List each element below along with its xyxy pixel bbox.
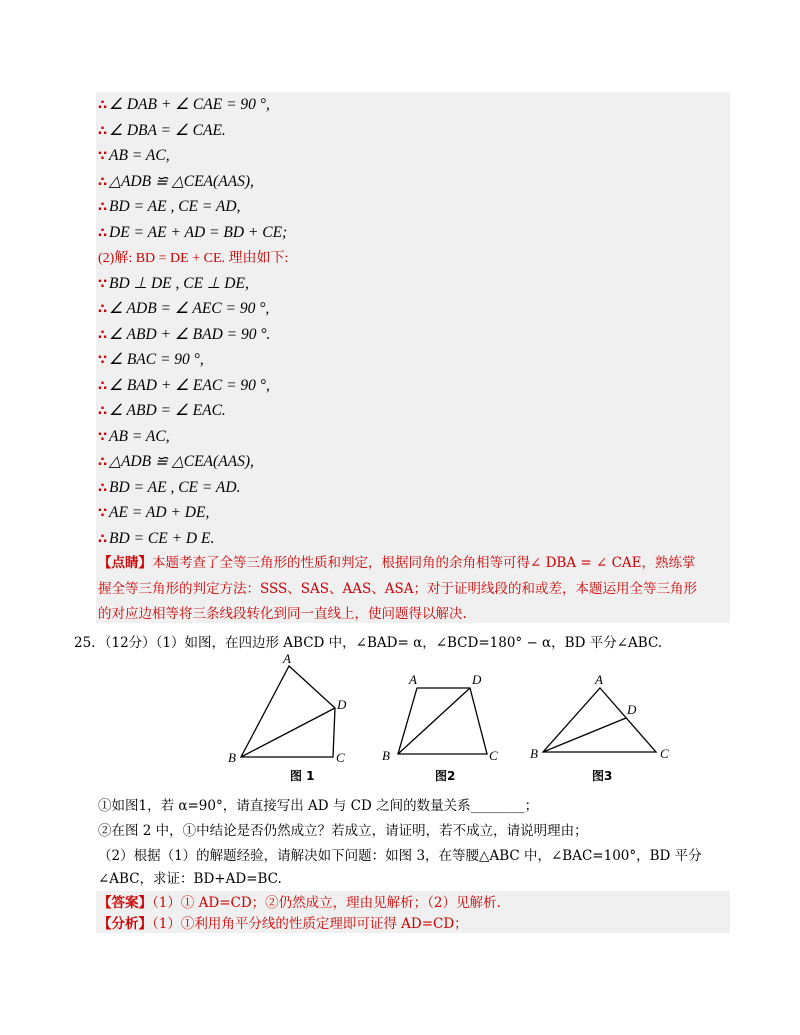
proof-line	[98, 146, 170, 167]
answer-text: （1）① AD=CD；②仍然成立，理由见解析；（2）见解析.	[152, 895, 501, 911]
question-number: 25.	[74, 635, 96, 651]
proof-line	[98, 248, 288, 269]
analysis-text: （1）①利用角平分线的性质定理即可证得 AD=CD；	[152, 916, 468, 932]
proof-line	[98, 121, 226, 142]
part2-line-1: （2）根据（1）的解题经验，请解决如下问题：如图 3，在等腰△ABC 中，∠BAC=100°，BD 平分	[98, 848, 702, 864]
proof-symbol: ∴	[98, 98, 108, 113]
comment-tag: 【点睛】	[98, 555, 152, 571]
comment-line-1	[98, 553, 696, 573]
fig2-point-a: A	[409, 672, 417, 687]
proof-line	[98, 478, 240, 499]
fig1-point-d: D	[337, 697, 347, 712]
proof-line	[98, 299, 269, 320]
proof-text: BD = CE + D E.	[109, 529, 215, 547]
proof-text: ∠ DAB + ∠ CAE = 90 °,	[109, 96, 270, 113]
proof-text: BD = AE , CE = AD,	[109, 198, 241, 215]
proof-line	[98, 503, 209, 524]
proof-symbol: ∴	[98, 480, 108, 496]
proof-text: BD = AE , CE = AD.	[109, 478, 241, 496]
proof-text: AB = AC,	[109, 147, 170, 164]
proof-symbol: ∴	[98, 174, 108, 190]
proof-symbol: ∴	[98, 123, 108, 139]
analysis-line	[98, 914, 468, 934]
proof-symbol: ∵	[98, 276, 108, 292]
proof-line	[98, 172, 254, 193]
fig2-point-c: C	[489, 748, 498, 763]
proof-symbol: ∴	[98, 327, 108, 343]
fig1-point-c: C	[336, 750, 345, 765]
proof-line	[98, 427, 170, 448]
figure-2	[382, 672, 498, 782]
fig3-point-d: D	[627, 702, 637, 717]
proof-text: △ADB ≌ △CEA(AAS),	[109, 453, 254, 470]
proof-text: (2)解: BD = DE + CE. 理由如下:	[98, 251, 289, 266]
proof-symbol: ∴	[98, 455, 108, 470]
proof-text: ∠ ABD + ∠ BAD = 90 °.	[109, 325, 271, 343]
comment-line-2	[98, 579, 697, 599]
proof-line	[98, 274, 249, 295]
proof-text: AB = AC,	[109, 427, 170, 445]
figures	[0, 652, 800, 782]
proof-text: ∠ BAD + ∠ EAC = 90 °,	[109, 376, 270, 394]
analysis-tag: 【分析】	[98, 916, 152, 932]
fig2-point-b: B	[382, 748, 390, 763]
answer-line	[98, 893, 501, 913]
comment-line-3	[98, 604, 467, 624]
fig1-point-b: B	[228, 750, 236, 765]
proof-text: ∠ ADB = ∠ AEC = 90 °,	[109, 300, 270, 317]
proof-text: ∠ DBA = ∠ CAE.	[109, 121, 226, 139]
figure-1	[228, 652, 347, 782]
question-header: （12分）（1）如图，在四边形 ABCD 中，∠BAD= α，∠BCD=180° − α，BD 平分∠ABC.	[98, 635, 663, 651]
proof-symbol: ∵	[98, 506, 108, 521]
proof-symbol: ∴	[98, 531, 108, 547]
proof-symbol: ∴	[98, 225, 108, 241]
fig2-point-d: D	[472, 672, 482, 687]
proof-symbol: ∴	[98, 378, 108, 394]
sub-question-1: ①如图1，若 α=90°，请直接写出 AD 与 CD 之间的数量关系________；	[98, 798, 539, 814]
proof-symbol: ∵	[98, 149, 108, 164]
figure-3	[530, 672, 669, 782]
proof-symbol: ∴	[98, 404, 108, 419]
fig3-point-a: A	[595, 672, 603, 687]
proof-text: BD ⊥ DE , CE ⊥ DE,	[109, 274, 249, 292]
fig2-label: 图2	[435, 769, 456, 782]
proof-symbol: ∴	[98, 302, 108, 317]
fig3-label: 图3	[592, 769, 613, 782]
fig1-point-a: A	[283, 652, 291, 666]
comment-text-1: 本题考查了全等三角形的性质和判定，根据同角的余角相等可得∠ DBA = ∠ CAE，熟练掌	[152, 555, 696, 571]
sub-question-2: ②在图 2 中，①中结论是否仍然成立？若成立，请证明，若不成立，请说明理由；	[98, 823, 588, 839]
part2-line-2: ∠ABC，求证：BD+AD=BC.	[98, 871, 282, 887]
proof-text: ∠ ABD = ∠ EAC.	[109, 402, 226, 419]
proof-line	[98, 376, 270, 397]
comment-text-3: 的对应边相等将三条线段转化到同一直线上，使问题得以解决.	[98, 606, 467, 622]
proof-line	[98, 452, 254, 473]
fig3-point-c: C	[660, 746, 669, 761]
proof-line	[98, 197, 240, 218]
answer-tag: 【答案】	[98, 895, 152, 911]
proof-line	[98, 401, 226, 422]
proof-line	[98, 529, 214, 550]
proof-symbol: ∴	[98, 200, 108, 215]
proof-line	[98, 325, 270, 346]
proof-text: ∠ BAC = 90 °,	[109, 351, 204, 368]
proof-text: AE = AD + DE,	[109, 504, 210, 521]
proof-line	[98, 95, 270, 116]
proof-symbol: ∵	[98, 353, 108, 368]
fig3-point-b: B	[530, 746, 538, 761]
proof-line	[98, 350, 204, 371]
proof-symbol: ∵	[98, 429, 108, 445]
proof-text: △ADB ≌ △CEA(AAS),	[109, 172, 254, 190]
proof-text: DE = AE + AD = BD + CE;	[109, 223, 288, 241]
comment-text-2: 握全等三角形的判定方法：SSS、SAS、AAS、ASA；对于证明线段的和或差，本题运用全等三角形	[98, 581, 698, 597]
proof-line	[98, 223, 287, 244]
fig1-label: 图 1	[290, 769, 315, 782]
